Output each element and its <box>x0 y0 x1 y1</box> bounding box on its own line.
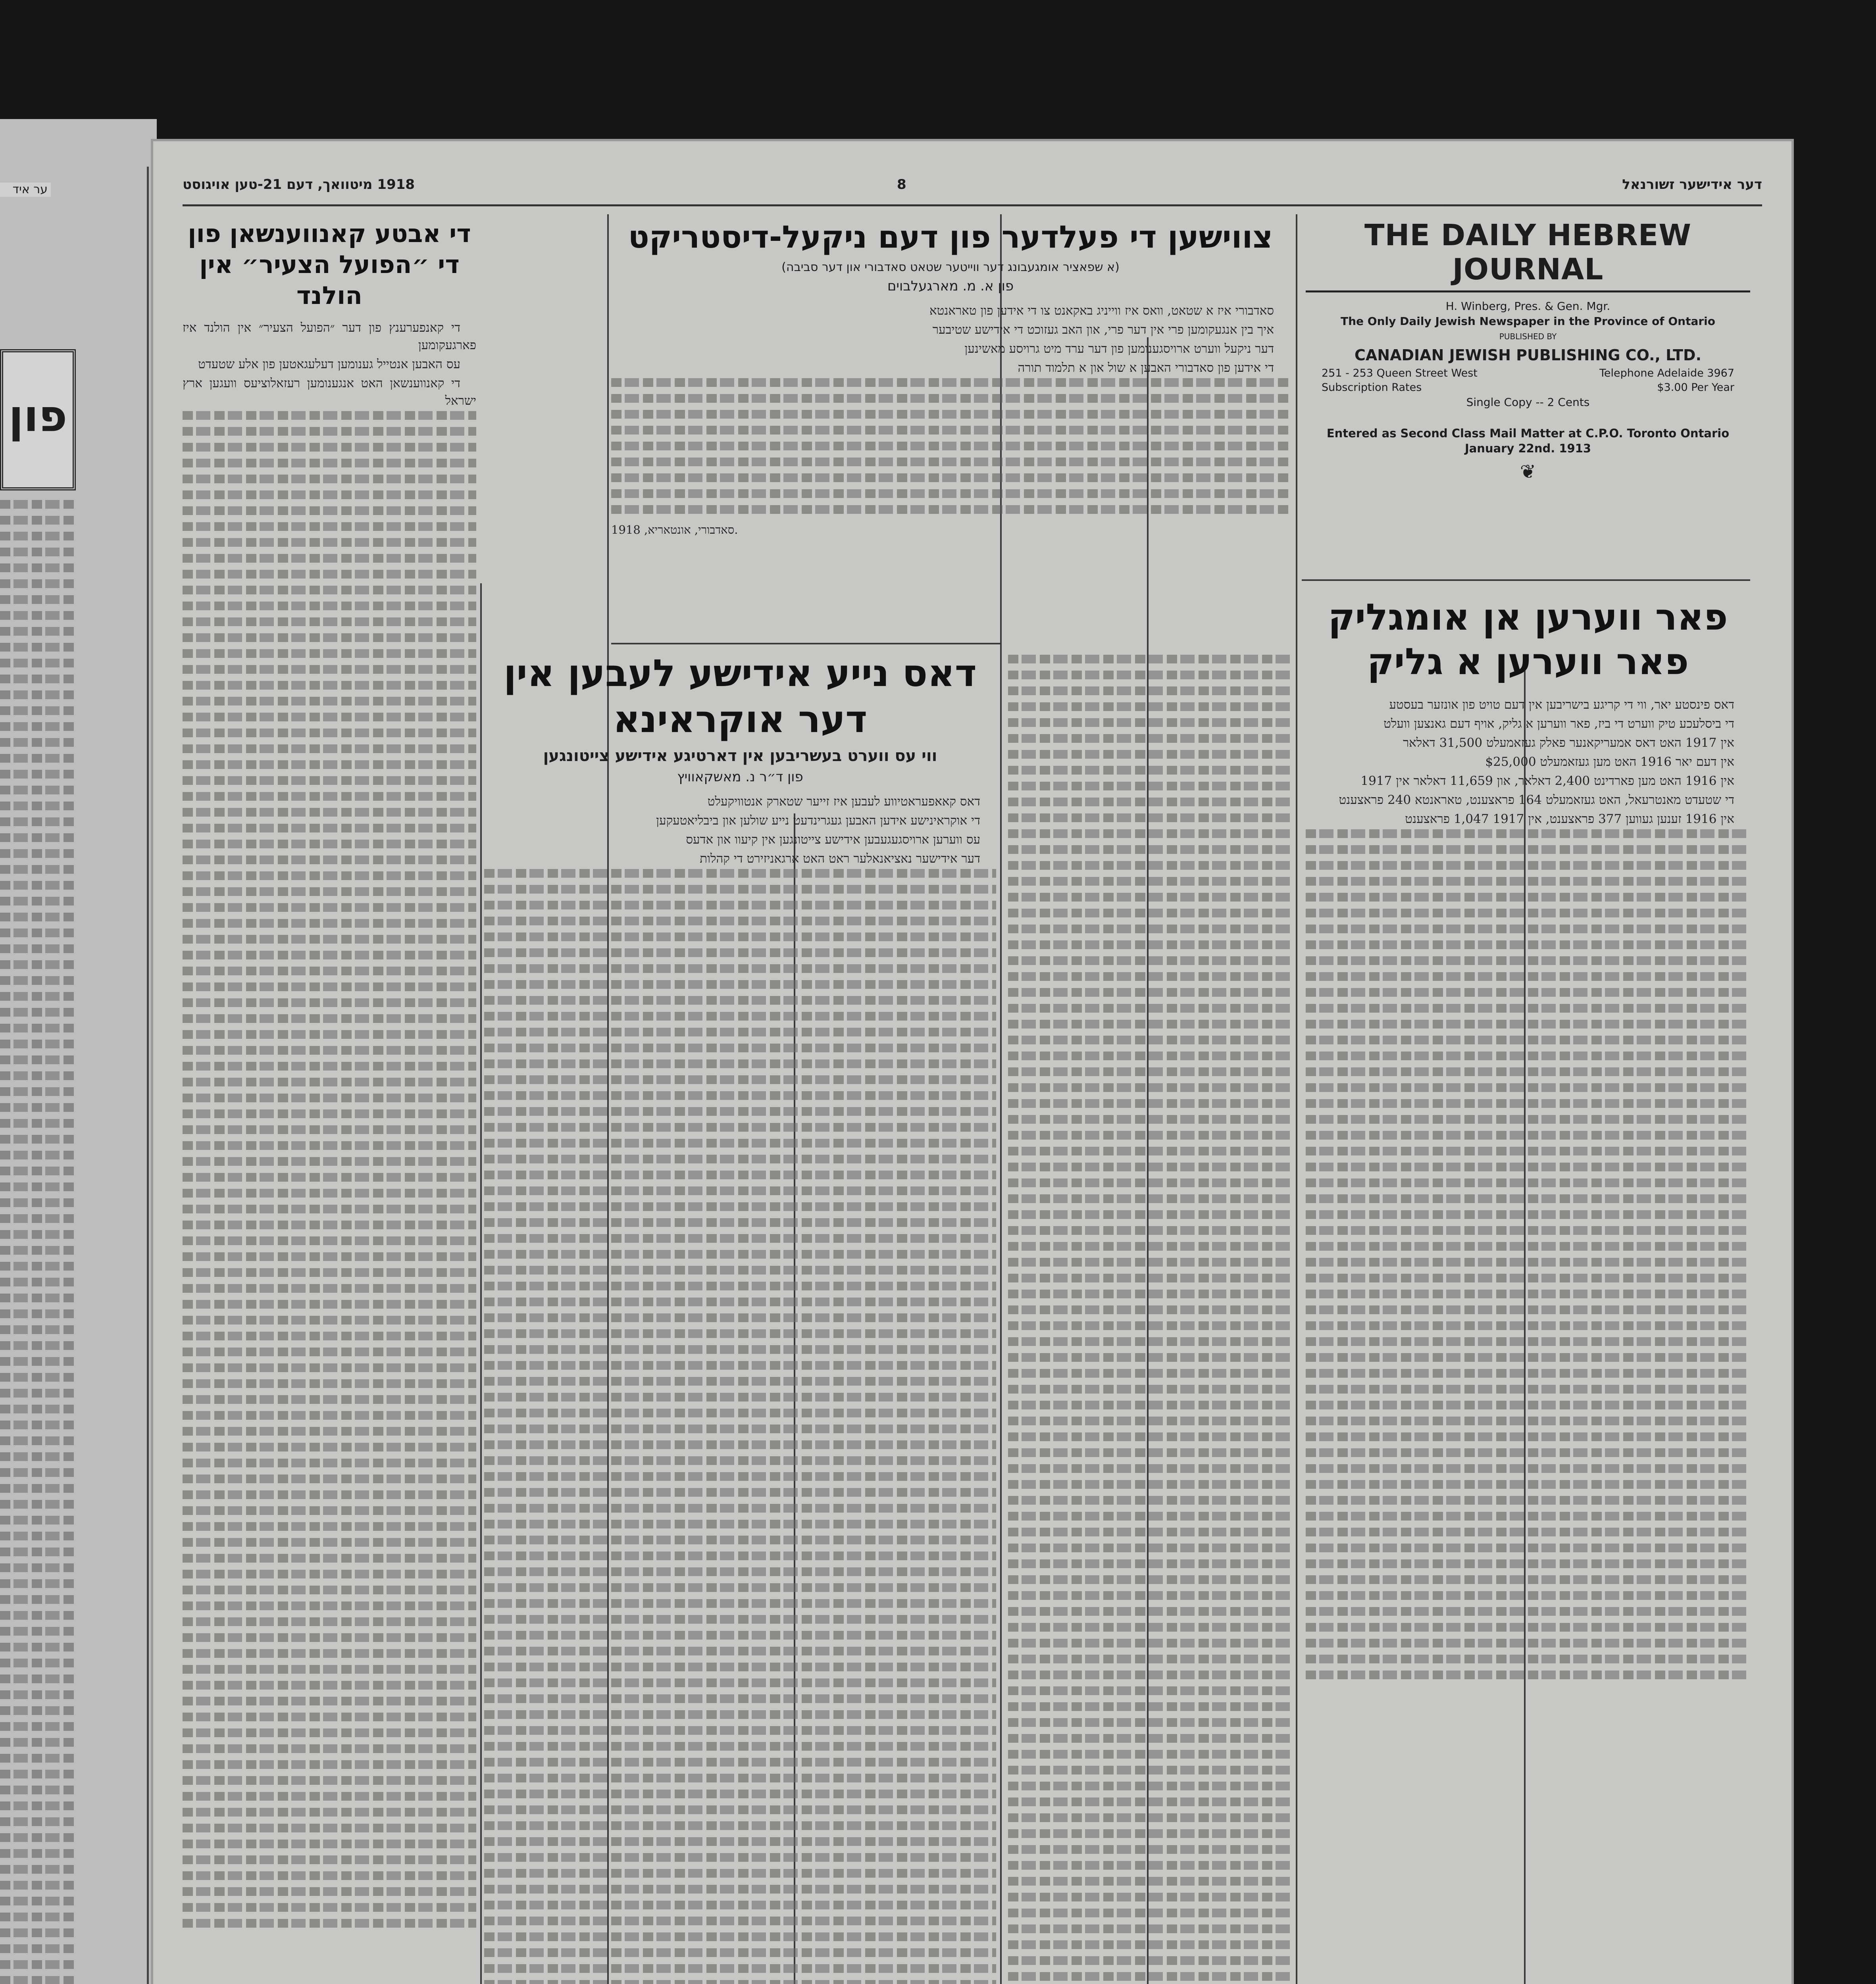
ornament-icon: ❦ <box>1520 461 1536 483</box>
page-number: 8 <box>897 177 906 192</box>
article-body <box>183 319 476 1928</box>
article-headline: די אבטע קאנווענשאן פון די ״הפועל הצעיר״ אין הולנד <box>188 219 471 310</box>
article-paragraph: דער אידישער נאציאנאלער ראט האט ארגאניזירט די קהלות <box>700 852 980 866</box>
article-paragraph: די קאנפערענץ פון דער ״הפועל הצעיר״ אין הולנד איז פארגעקומען <box>183 321 476 352</box>
column-rule <box>1296 214 1297 1984</box>
article-paragraph: די אידען פון סאדבורי האבען א שול און א תלמוד תורה <box>1018 361 1274 375</box>
article-paragraph: אין דעם יאר 1916 האט מען געזאמעלט $25,000 <box>1485 755 1734 769</box>
article-paragraph: די שטעדט מאנטרעאל, האט געזאמעלט 164 פראצענט, טאראנטא 240 פראצענט <box>1339 793 1734 807</box>
article-paragraph: עס האבען אנטייל גענומען דעלעגאטען פון אלע שטעדט <box>198 357 460 371</box>
tagline: The Only Daily Jewish Newspaper in the Province of Ontario <box>1341 315 1715 328</box>
article-headline: פאר ווערען אן אומגליק פאר ווערען א גליק <box>1328 596 1728 683</box>
page-date: 1918 מיטוואך, דעם 21-טען אויגוסט <box>183 177 415 192</box>
article-paragraph: דער ניקעל ווערט ארויסגענומען פון דער ערד מיט גרויסע מאשינען <box>964 342 1274 356</box>
subscription-label: Subscription Rates <box>1322 381 1422 394</box>
section-rule <box>1302 579 1750 581</box>
article-nickel-district-continued <box>1008 655 1290 1984</box>
previous-page-header: ער איד <box>0 183 51 197</box>
postal-entry-date: January 22nd. 1913 <box>1464 442 1591 455</box>
masthead <box>1306 218 1750 575</box>
article-body <box>1306 696 1750 1679</box>
article-headline: דאס נייע אידישע לעבען אין דער אוקראינא <box>503 652 977 741</box>
article-body <box>484 793 996 1984</box>
page-header <box>183 173 1762 206</box>
article-paragraph: די קאנווענשאן האט אנגענומען רעזאלוציעס וועגען ארץ ישראל <box>183 376 476 408</box>
article-byline: פון ד״ר נ. מאשקאוויץ <box>677 769 803 785</box>
article-body <box>611 302 1290 538</box>
newspaper-page <box>151 139 1794 1984</box>
article-paragraph: אין 1917 האט דאס אמעריקאנער פאלק געזאמעלט 31,500 דאלאר <box>1403 736 1734 750</box>
article-paragraph: איך בין אנגעקומען פרי אין דער פרי, און האב געזוכט די אידישע שטיבער <box>932 323 1274 337</box>
article-nickel-district <box>611 218 1290 639</box>
article-dateline: סאדבורי, אונטאריא, 1918. <box>611 523 738 536</box>
article-paragraph: דאס פינסטע יאר, ווי די קריגע בישריבען אין דעם טויט פון אונזער בעסטע <box>1389 698 1734 712</box>
article-byline: פון א. מ. מארגעלבוים <box>887 278 1014 294</box>
telephone: Telephone Adelaide 3967 <box>1599 367 1734 379</box>
article-paragraph: עס ווערען ארויסגעגעבען אידישע צייטונגען אין קיעוו און אדעס <box>686 832 980 847</box>
newspaper-name-header: דער אידישער זשורנאל <box>1622 177 1762 192</box>
column-rule <box>480 583 482 1984</box>
editor-line: H. Winberg, Pres. & Gen. Mgr. <box>1445 300 1610 313</box>
article-subhead: ווי עס ווערט בעשריבען אין דארטיגע אידישע צייטונגען <box>543 747 937 765</box>
published-by: PUBLISHED BY <box>1499 332 1557 341</box>
article-paragraph: אין 1916 האט מען פארדינט 2,400 דאלאר, און 11,659 דאלאר אין 1917 <box>1360 774 1734 788</box>
subscription-price: $3.00 Per Year <box>1657 381 1734 394</box>
previous-page-column-rule <box>147 167 149 1984</box>
postal-entry-line: Entered as Second Class Mail Matter at C.P.O. Toronto Ontario <box>1326 427 1730 440</box>
newspaper-title: THE DAILY HEBREW JOURNAL <box>1306 218 1750 292</box>
article-paragraph: אין 1916 זענען געווען 377 פראצענט, אין 1917 1,047 פראצענט <box>1405 812 1734 826</box>
article-headline: צווישען די פעלדער פון דעם ניקעל-דיסטריקט <box>628 219 1273 255</box>
article-paragraph: די ביסלעכע טיק ווערט די ביז, פאר ווערען א גליק, אויף דעם גאנצען וועלט <box>1383 717 1734 731</box>
address: 251 - 253 Queen Street West <box>1322 367 1478 379</box>
article-hapoel-hatzair <box>183 218 476 1984</box>
article-ukraine-jewish-life <box>484 651 996 1984</box>
article-paragraph: די אוקראינישע אידען האבען געגרינדעט נייע שולען און ביבליאטעקען <box>656 813 980 828</box>
subscription-row <box>1306 381 1750 395</box>
single-copy-price: Single Copy -- 2 Cents <box>1466 396 1590 409</box>
publisher-company: CANADIAN JEWISH PUBLISHING CO., LTD. <box>1354 346 1702 364</box>
article-subhead: (א שפאציר אומגעבונג דער ווייטער שטאט סאדבורי און דער סביבה) <box>781 260 1120 274</box>
article-misfortune-fortune <box>1306 595 1750 1984</box>
article-body <box>1008 655 1290 1984</box>
article-paragraph: דאס קאאפעראטיווע לעבען איז זייער שטארק אנטוויקעלט <box>707 794 980 809</box>
article-paragraph: סאדבורי איז א שטאט, וואס איז ווייניג באקאנט צו די אידען פון טאראנטא <box>929 304 1274 318</box>
previous-page-text-column <box>0 500 75 1984</box>
previous-page-strip <box>0 119 157 1984</box>
address-row <box>1306 366 1750 381</box>
previous-page-headline-box: פון <box>0 349 76 490</box>
section-rule <box>611 643 1000 644</box>
